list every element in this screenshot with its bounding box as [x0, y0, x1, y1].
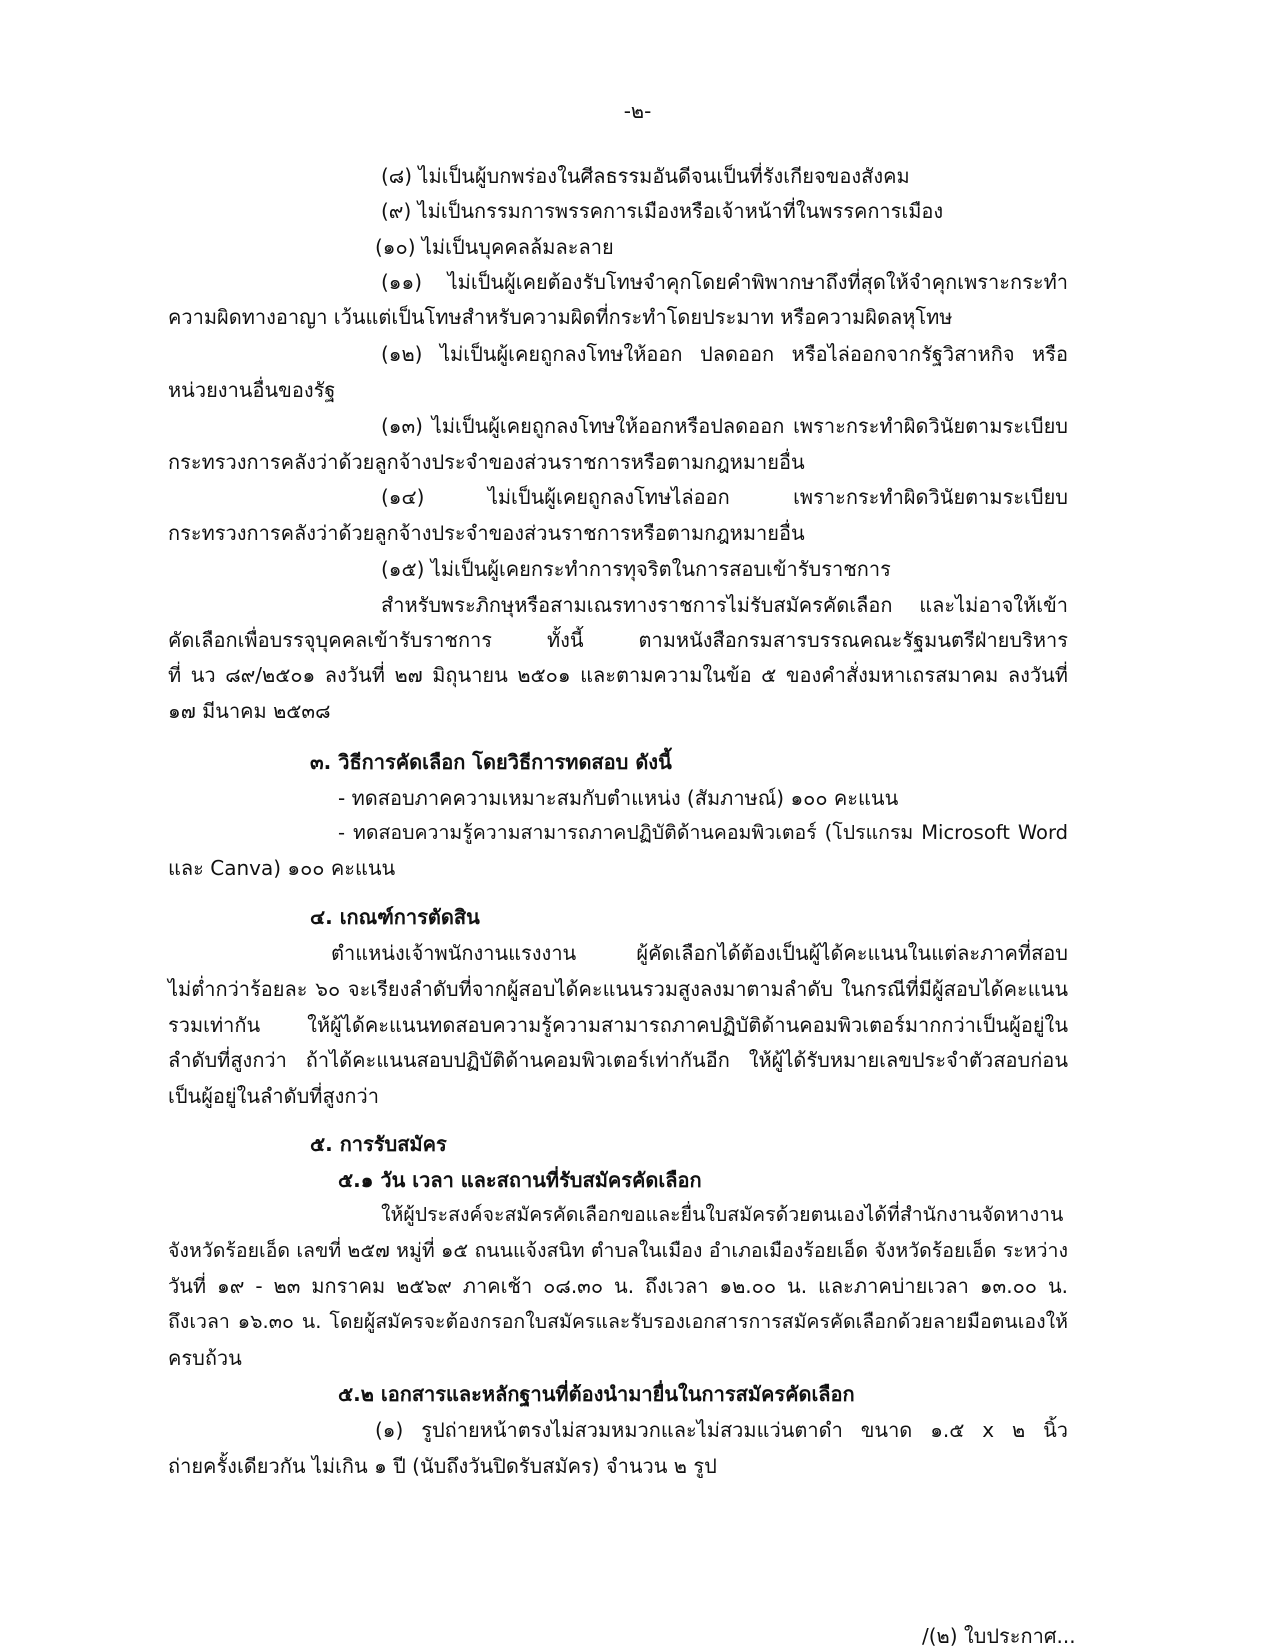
- qualification-12-line2: หน่วยงานอื่นของรัฐ: [168, 378, 336, 402]
- section4-heading: ๔. เกณฑ์การตัดสิน: [310, 905, 480, 929]
- page-number: -๒-: [623, 99, 652, 123]
- qualification-13-line1: (๑๓) ไม่เป็นผู้เคยถูกลงโทษให้ออกหรือปลดออก เพราะกระทำผิดวินัยตามระเบียบ: [381, 414, 1068, 438]
- section5-2-heading: ๕.๒ เอกสารและหลักฐานที่ต้องนำมายื่นในการสมัครคัดเลือก: [338, 1382, 855, 1406]
- section5-1-line4: ถึงเวลา ๑๖.๓๐ น. โดยผู้สมัครจะต้องกรอกใบสมัครและรับรองเอกสารการสมัครคัดเลือกด้วยลายมือตนเองให้: [168, 1310, 1068, 1333]
- section5-1-line2: จังหวัดร้อยเอ็ด เลขที่ ๒๕๗ หมู่ที่ ๑๕ ถนนแจ้งสนิท ตำบลในเมือง อำเภอเมืองร้อยเอ็ด จังหวัดร้อยเอ็ด ระหว่าง: [168, 1239, 1068, 1262]
- qualification-11-line2: ความผิดทางอาญา เว้นแต่เป็นโทษสำหรับความผิดที่กระทำโดยประมาท หรือความผิดลหุโทษ: [168, 305, 953, 329]
- monk-paragraph-line1: สำหรับพระภิกษุหรือสามเณรทางราชการไม่รับสมัครคัดเลือก และไม่อาจให้เข้า: [381, 593, 1068, 617]
- section5-1-line1: ให้ผู้ประสงค์จะสมัครคัดเลือกขอและยื่นใบสมัครด้วยตนเองได้ที่สำนักงานจัดหางาน: [381, 1203, 1064, 1226]
- qualification-8: (๘) ไม่เป็นผู้บกพร่องในศีลธรรมอันดีจนเป็นที่รังเกียจของสังคม: [381, 164, 910, 188]
- qualification-14-line2: กระทรวงการคลังว่าด้วยลูกจ้างประจำของส่วนราชการหรือตามกฎหมายอื่น: [168, 521, 805, 545]
- monk-paragraph-line2: คัดเลือกเพื่อบรรจุบุคคลเข้ารับราชการ ทั้งนี้ ตามหนังสือกรมสารบรรณคณะรัฐมนตรีฝ่ายบริหาร: [168, 628, 1068, 652]
- qualification-13-line2: กระทรวงการคลังว่าด้วยลูกจ้างประจำของส่วนราชการหรือตามกฎหมายอื่น: [168, 450, 805, 474]
- section3-item2-line2: และ Canva) ๑๐๐ คะแนน: [168, 856, 396, 880]
- monk-paragraph-line3: ที่ นว ๘๙/๒๕๐๑ ลงวันที่ ๒๗ มิถุนายน ๒๕๐๑ และตามความในข้อ ๕ ของคำสั่งมหาเถรสมาคม ลงวันที่: [168, 663, 1068, 687]
- qualification-11-line1: (๑๑) ไม่เป็นผู้เคยต้องรับโทษจำคุกโดยคำพิพากษาถึงที่สุดให้จำคุกเพราะกระทำ: [381, 270, 1068, 294]
- section3-item1: - ทดสอบภาคความเหมาะสมกับตำแหน่ง (สัมภาษณ์) ๑๐๐ คะแนน: [338, 786, 899, 810]
- section5-1-line3: วันที่ ๑๙ - ๒๓ มกราคม ๒๕๖๙ ภาคเช้า ๐๘.๓๐ น. ถึงเวลา ๑๒.๐๐ น. และภาคบ่ายเวลา ๑๓.๐๐ น.: [168, 1274, 1068, 1298]
- section5-2-line1: (๑) รูปถ่ายหน้าตรงไม่สวมหมวกและไม่สวมแว่นตาดำ ขนาด ๑.๕ x ๒ นิ้ว: [375, 1418, 1068, 1442]
- section5-heading: ๕. การรับสมัคร: [310, 1132, 447, 1156]
- qualification-14-line1: (๑๔) ไม่เป็นผู้เคยถูกลงโทษไล่ออก เพราะกระทำผิดวินัยตามระเบียบ: [381, 485, 1068, 509]
- qualification-15: (๑๕) ไม่เป็นผู้เคยกระทำการทุจริตในการสอบเข้ารับราชการ: [381, 557, 891, 581]
- section4-line4: ลำดับที่สูงกว่า ถ้าได้คะแนนสอบปฏิบัติด้านคอมพิวเตอร์เท่ากันอีก ให้ผู้ได้รับหมายเลขประจำตัวสอบก่อน: [168, 1048, 1068, 1072]
- section5-2-line2: ถ่ายครั้งเดียวกัน ไม่เกิน ๑ ปี (นับถึงวันปิดรับสมัคร) จำนวน ๒ รูป: [168, 1454, 717, 1478]
- section4-line5: เป็นผู้อยู่ในลำดับที่สูงกว่า: [168, 1084, 379, 1108]
- qualification-9: (๙) ไม่เป็นกรรมการพรรคการเมืองหรือเจ้าหน้าที่ในพรรคการเมือง: [381, 199, 944, 223]
- section4-line3: รวมเท่ากัน ให้ผู้ได้คะแนนทดสอบความรู้ความสามารถภาคปฏิบัติด้านคอมพิวเตอร์มากกว่าเป็นผู้อยู่ใน: [168, 1013, 1068, 1037]
- section4-line1: ตำแหน่งเจ้าพนักงานแรงงาน ผู้คัดเลือกได้ต้องเป็นผู้ได้คะแนนในแต่ละภาคที่สอบ: [331, 941, 1068, 965]
- footer-continuation: /(๒) ใบประกาศ...: [922, 1624, 1076, 1648]
- monk-paragraph-line4: ๑๗ มีนาคม ๒๕๓๘: [168, 699, 331, 723]
- qualification-12-line1: (๑๒) ไม่เป็นผู้เคยถูกลงโทษให้ออก ปลดออก หรือไล่ออกจากรัฐวิสาหกิจ หรือ: [381, 342, 1068, 366]
- qualification-10: (๑๐) ไม่เป็นบุคคลล้มละลาย: [375, 235, 614, 259]
- section5-1-heading: ๕.๑ วัน เวลา และสถานที่รับสมัครคัดเลือก: [338, 1168, 702, 1192]
- section4-line2: ไม่ต่ำกว่าร้อยละ ๖๐ จะเรียงลำดับที่จากผู้สอบได้คะแนนรวมสูงลงมาตามลำดับ ในกรณีที่มีผู้สอบได้คะแนน: [168, 977, 1068, 1001]
- section3-item2-line1: - ทดสอบความรู้ความสามารถภาคปฏิบัติด้านคอมพิวเตอร์ (โปรแกรม Microsoft Word: [338, 821, 1068, 844]
- section3-heading: ๓. วิธีการคัดเลือก โดยวิธีการทดสอบ ดังนี้: [310, 750, 672, 774]
- section5-1-line5: ครบถ้วน: [168, 1346, 242, 1370]
